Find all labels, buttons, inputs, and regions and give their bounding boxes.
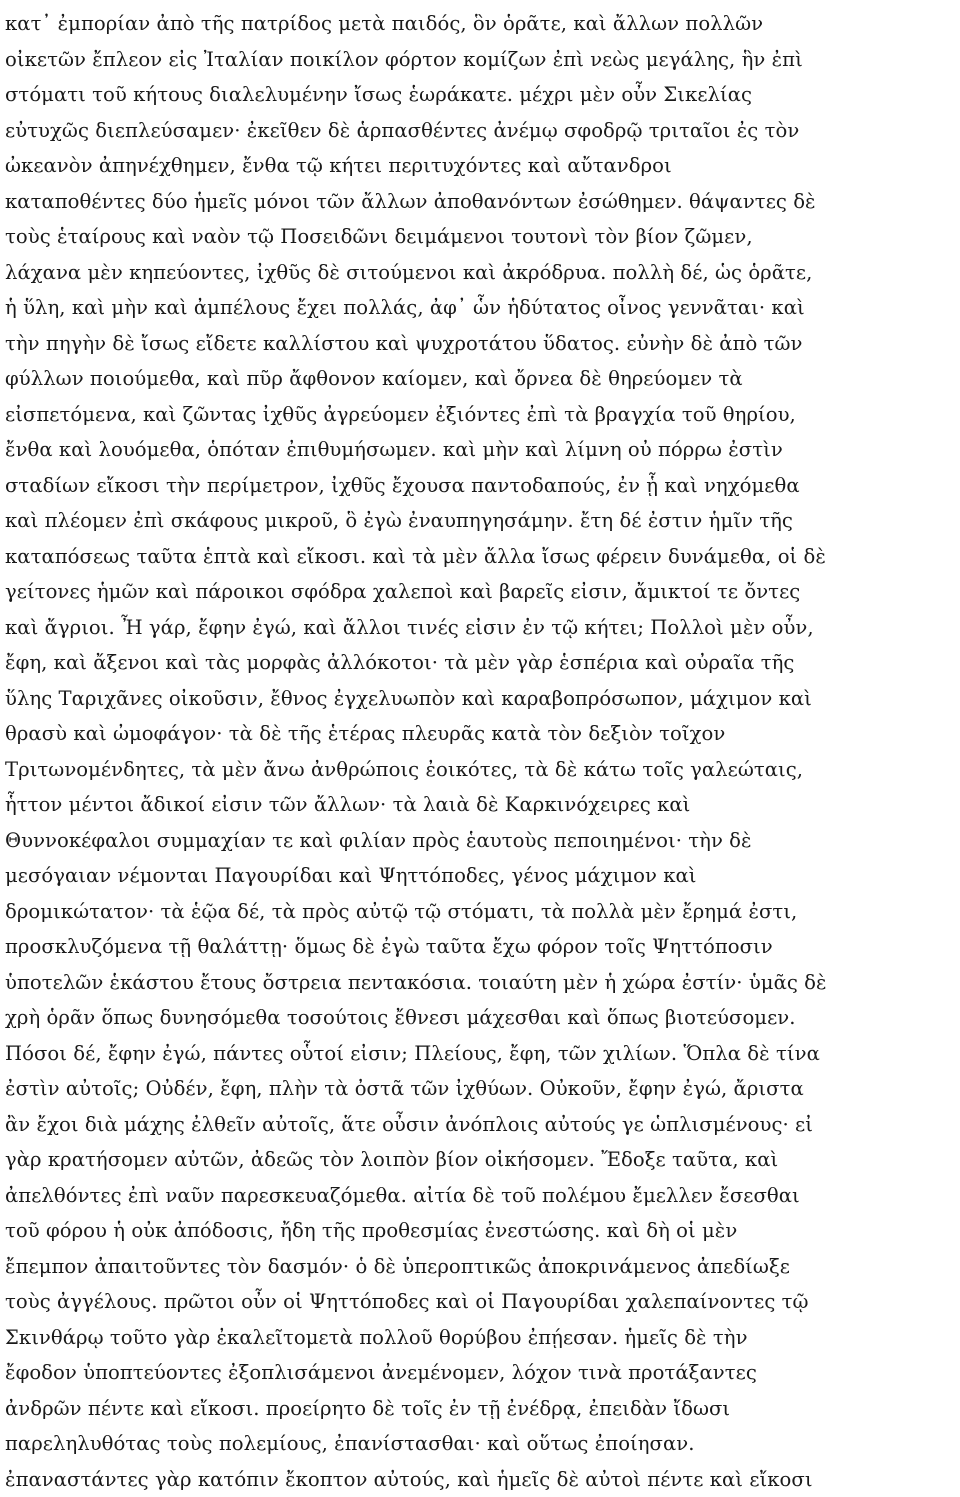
- text-line: τὴν πηγὴν δὲ ἴσως εἴδετε καλλίστου καὶ ψυχροτάτου ὕδατος. εὐνὴν δὲ ἀπὸ τῶν: [5, 326, 938, 362]
- text-line: τοὺς ἀγγέλους. πρῶτοι οὖν οἱ Ψηττόποδες καὶ οἱ Παγουρίδαι χαλεπαίνοντες τῷ: [5, 1284, 938, 1320]
- text-line: μεσόγαιαν νέμονται Παγουρίδαι καὶ Ψηττόποδες, γένος μάχιμον καὶ: [5, 858, 938, 894]
- text-line: χρὴ ὁρᾶν ὅπως δυνησόμεθα τοσούτοις ἔθνεσι μάχεσθαι καὶ ὅπως βιοτεύσομεν.: [5, 1000, 938, 1036]
- greek-text-body: [5, 6, 938, 1497]
- text-line: ἔπεμπον ἀπαιτοῦντες τὸν δασμόν· ὁ δὲ ὑπεροπτικῶς ἀποκρινάμενος ἀπεδίωξε: [5, 1249, 938, 1285]
- text-line: φύλλων ποιούμεθα, καὶ πῦρ ἄφθονον καίομεν, καὶ ὄρνεα δὲ θηρεύομεν τὰ: [5, 361, 938, 397]
- text-line: ὠκεανὸν ἀπηνέχθημεν, ἔνθα τῷ κήτει περιτυχόντες καὶ αὔτανδροι: [5, 148, 938, 184]
- text-line: καταποθέντες δύο ἡμεῖς μόνοι τῶν ἄλλων ἀποθανόντων ἐσώθημεν. θάψαντες δὲ: [5, 184, 938, 220]
- text-line: ἔφη, καὶ ἄξενοι καὶ τὰς μορφὰς ἀλλόκοτοι· τὰ μὲν γὰρ ἑσπέρια καὶ οὐραῖα τῆς: [5, 645, 938, 681]
- text-line: ἡ ὕλη, καὶ μὴν καὶ ἀμπέλους ἔχει πολλάς, ἀφ᾽ ὧν ἡδύτατος οἶνος γεννᾶται· καὶ: [5, 290, 938, 326]
- text-line: λάχανα μὲν κηπεύοντες, ἰχθῦς δὲ σιτούμενοι καὶ ἀκρόδρυα. πολλὴ δέ, ὡς ὁρᾶτε,: [5, 255, 938, 291]
- text-line: εὐτυχῶς διεπλεύσαμεν· ἐκεῖθεν δὲ ἁρπασθέντες ἀνέμῳ σφοδρῷ τριταῖοι ἐς τὸν: [5, 113, 938, 149]
- text-line: σταδίων εἴκοσι τὴν περίμετρον, ἰχθῦς ἔχουσα παντοδαπούς, ἐν ᾗ καὶ νηχόμεθα: [5, 468, 938, 504]
- text-line: καταπόσεως ταῦτα ἑπτὰ καὶ εἴκοσι. καὶ τὰ μὲν ἄλλα ἴσως φέρειν δυνάμεθα, οἱ δὲ: [5, 539, 938, 575]
- text-line: Τριτωνομένδητες, τὰ μὲν ἄνω ἀνθρώποις ἐοικότες, τὰ δὲ κάτω τοῖς γαλεώταις,: [5, 752, 938, 788]
- text-line: Πόσοι δέ, ἔφην ἐγώ, πάντες οὗτοί εἰσιν; Πλείους, ἔφη, τῶν χιλίων. Ὅπλα δὲ τίνα: [5, 1036, 938, 1072]
- text-line: ἐπαναστάντες γὰρ κατόπιν ἔκοπτον αὐτούς, καὶ ἡμεῖς δὲ αὐτοὶ πέντε καὶ εἴκοσι: [5, 1462, 938, 1497]
- text-line: ἐστὶν αὐτοῖς; Οὐδέν, ἔφη, πλὴν τὰ ὀστᾶ τῶν ἰχθύων. Οὐκοῦν, ἔφην ἐγώ, ἄριστα: [5, 1071, 938, 1107]
- text-line: τοὺς ἑταίρους καὶ ναὸν τῷ Ποσειδῶνι δειμάμενοι τουτονὶ τὸν βίον ζῶμεν,: [5, 219, 938, 255]
- text-line: εἰσπετόμενα, καὶ ζῶντας ἰχθῦς ἀγρεύομεν ἐξιόντες ἐπὶ τὰ βραγχία τοῦ θηρίου,: [5, 397, 938, 433]
- text-line: ὕλης Ταριχᾶνες οἰκοῦσιν, ἔθνος ἐγχελυωπὸν καὶ καραβοπρόσωπον, μάχιμον καὶ: [5, 681, 938, 717]
- text-line: ἀπελθόντες ἐπὶ ναῦν παρεσκευαζόμεθα. αἰτία δὲ τοῦ πολέμου ἔμελλεν ἔσεσθαι: [5, 1178, 938, 1214]
- text-line: γείτονες ἡμῶν καὶ πάροικοι σφόδρα χαλεποὶ καὶ βαρεῖς εἰσιν, ἄμικτοί τε ὄντες: [5, 574, 938, 610]
- text-line: δρομικώτατον· τὰ ἑῷα δέ, τὰ πρὸς αὐτῷ τῷ στόματι, τὰ πολλὰ μὲν ἔρημά ἐστι,: [5, 894, 938, 930]
- text-line: καὶ πλέομεν ἐπὶ σκάφους μικροῦ, ὃ ἐγὼ ἐναυπηγησάμην. ἔτη δέ ἐστιν ἡμῖν τῆς: [5, 503, 938, 539]
- text-line: τοῦ φόρου ἡ οὐκ ἀπόδοσις, ἤδη τῆς προθεσμίας ἐνεστώσης. καὶ δὴ οἱ μὲν: [5, 1213, 938, 1249]
- text-line: ἧττον μέντοι ἄδικοί εἰσιν τῶν ἄλλων· τὰ λαιὰ δὲ Καρκινόχειρες καὶ: [5, 787, 938, 823]
- text-line: προσκλυζόμενα τῇ θαλάττῃ· ὅμως δὲ ἐγὼ ταῦτα ἔχω φόρον τοῖς Ψηττόποσιν: [5, 929, 938, 965]
- text-line: Σκινθάρῳ τοῦτο γὰρ ἐκαλεῖτομετὰ πολλοῦ θορύβου ἐπῄεσαν. ἡμεῖς δὲ τὴν: [5, 1320, 938, 1356]
- text-line: παρεληλυθότας τοὺς πολεμίους, ἐπανίστασθαι· καὶ οὕτως ἐποίησαν.: [5, 1426, 938, 1462]
- text-line: ἀνδρῶν πέντε καὶ εἴκοσι. προείρητο δὲ τοῖς ἐν τῇ ἐνέδρᾳ, ἐπειδὰν ἴδωσι: [5, 1391, 938, 1427]
- text-line: στόματι τοῦ κήτους διαλελυμένην ἴσως ἑωράκατε. μέχρι μὲν οὖν Σικελίας: [5, 77, 938, 113]
- text-line: ὑποτελῶν ἑκάστου ἔτους ὄστρεια πεντακόσια. τοιαύτη μὲν ἡ χώρα ἐστίν· ὑμᾶς δὲ: [5, 965, 938, 1001]
- text-line: καὶ ἄγριοι. Ἦ γάρ, ἔφην ἐγώ, καὶ ἄλλοι τινές εἰσιν ἐν τῷ κήτει; Πολλοὶ μὲν οὖν,: [5, 610, 938, 646]
- text-line: ἔνθα καὶ λουόμεθα, ὁπόταν ἐπιθυμήσωμεν. καὶ μὴν καὶ λίμνη οὐ πόρρω ἐστὶν: [5, 432, 938, 468]
- text-line: οἰκετῶν ἔπλεον εἰς Ἰταλίαν ποικίλον φόρτον κομίζων ἐπὶ νεὼς μεγάλης, ἣν ἐπὶ: [5, 42, 938, 78]
- text-line: θρασὺ καὶ ὠμοφάγον· τὰ δὲ τῆς ἑτέρας πλευρᾶς κατὰ τὸν δεξιὸν τοῖχον: [5, 716, 938, 752]
- text-line: Θυννοκέφαλοι συμμαχίαν τε καὶ φιλίαν πρὸς ἑαυτοὺς πεποιημένοι· τὴν δὲ: [5, 823, 938, 859]
- text-line: ἔφοδον ὑποπτεύοντες ἐξοπλισάμενοι ἀνεμένομεν, λόχον τινὰ προτάξαντες: [5, 1355, 938, 1391]
- text-line: κατ᾽ ἐμπορίαν ἀπὸ τῆς πατρίδος μετὰ παιδός, ὃν ὁρᾶτε, καὶ ἄλλων πολλῶν: [5, 6, 938, 42]
- text-line: ἂν ἔχοι διὰ μάχης ἐλθεῖν αὐτοῖς, ἅτε οὖσιν ἀνόπλοις αὐτούς γε ὡπλισμένους· εἰ: [5, 1107, 938, 1143]
- text-line: γὰρ κρατήσομεν αὐτῶν, ἀδεῶς τὸν λοιπὸν βίον οἰκήσομεν. Ἔδοξε ταῦτα, καὶ: [5, 1142, 938, 1178]
